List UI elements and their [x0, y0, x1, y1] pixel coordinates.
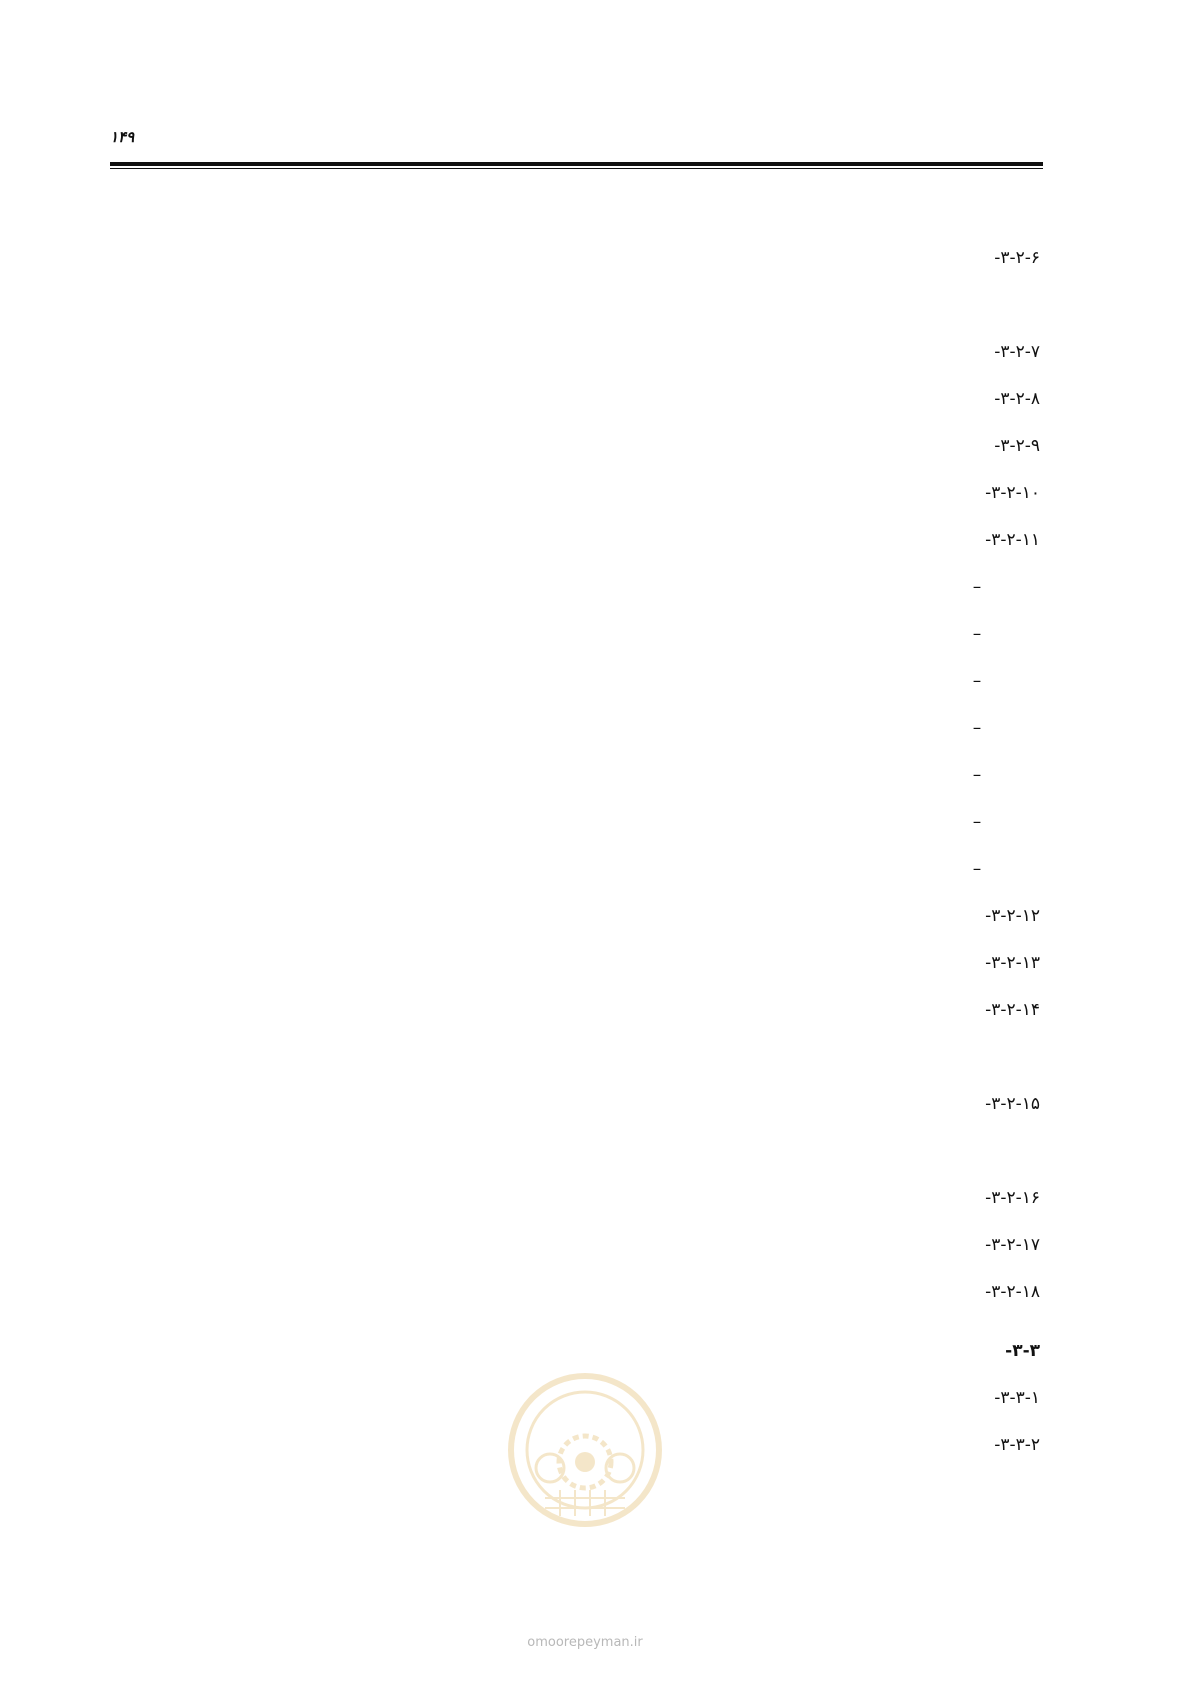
- item-3-2-13: ۳-۲-۱۳-: [985, 953, 1040, 973]
- item-3-2-17: ۳-۲-۱۷-: [985, 1235, 1040, 1255]
- item-3-2-10: ۳-۲-۱۰-: [985, 483, 1040, 503]
- bullet-item: –: [972, 765, 982, 785]
- item-3-2-15-continued: [115, 1128, 1040, 1175]
- bullet-item: –: [972, 577, 982, 597]
- header-rule-thick: [110, 162, 1043, 166]
- item-3-2-16: ۳-۲-۱۶-: [985, 1188, 1040, 1208]
- item-3-3-1: ۳-۳-۱-: [994, 1388, 1040, 1408]
- header-rule-thin: [110, 168, 1043, 169]
- item-3-2-14-continued: [115, 1034, 1040, 1081]
- section-number: ۳-۳-: [1005, 1341, 1040, 1361]
- item-3-2-9: ۳-۲-۹-: [994, 436, 1040, 456]
- page-number: ۱۴۹: [110, 128, 135, 146]
- watermark-url: omoorepeyman.ir: [527, 1635, 643, 1650]
- section-heading: [115, 1328, 1040, 1375]
- bullet-item: –: [972, 859, 982, 879]
- page-header: [110, 124, 1043, 150]
- item-3-2-12: ۳-۲-۱۲-: [985, 906, 1040, 926]
- watermark-logo: [505, 1370, 665, 1530]
- item-3-2-15: ۳-۲-۱۵-: [985, 1094, 1040, 1114]
- intro-line: [115, 188, 1040, 235]
- body-text: [115, 188, 1040, 1516]
- bullet-item: –: [972, 671, 982, 691]
- item-3-3-2: ۳-۳-۲-: [994, 1435, 1040, 1455]
- item-3-2-11: ۳-۲-۱۱-: [985, 530, 1040, 550]
- item-3-2-14: ۳-۲-۱۴-: [985, 1000, 1040, 1020]
- bullet-item: –: [972, 718, 982, 738]
- bullet-item: –: [972, 624, 982, 644]
- item-3-2-18: ۳-۲-۱۸-: [985, 1282, 1040, 1302]
- item-3-2-6: ۳-۲-۶-: [994, 248, 1040, 268]
- item-3-2-8: ۳-۲-۸-: [994, 389, 1040, 409]
- bullet-item: –: [972, 812, 982, 832]
- item-3-2-6-continued: [115, 282, 1040, 329]
- item-3-2-7: ۳-۲-۷-: [994, 342, 1040, 362]
